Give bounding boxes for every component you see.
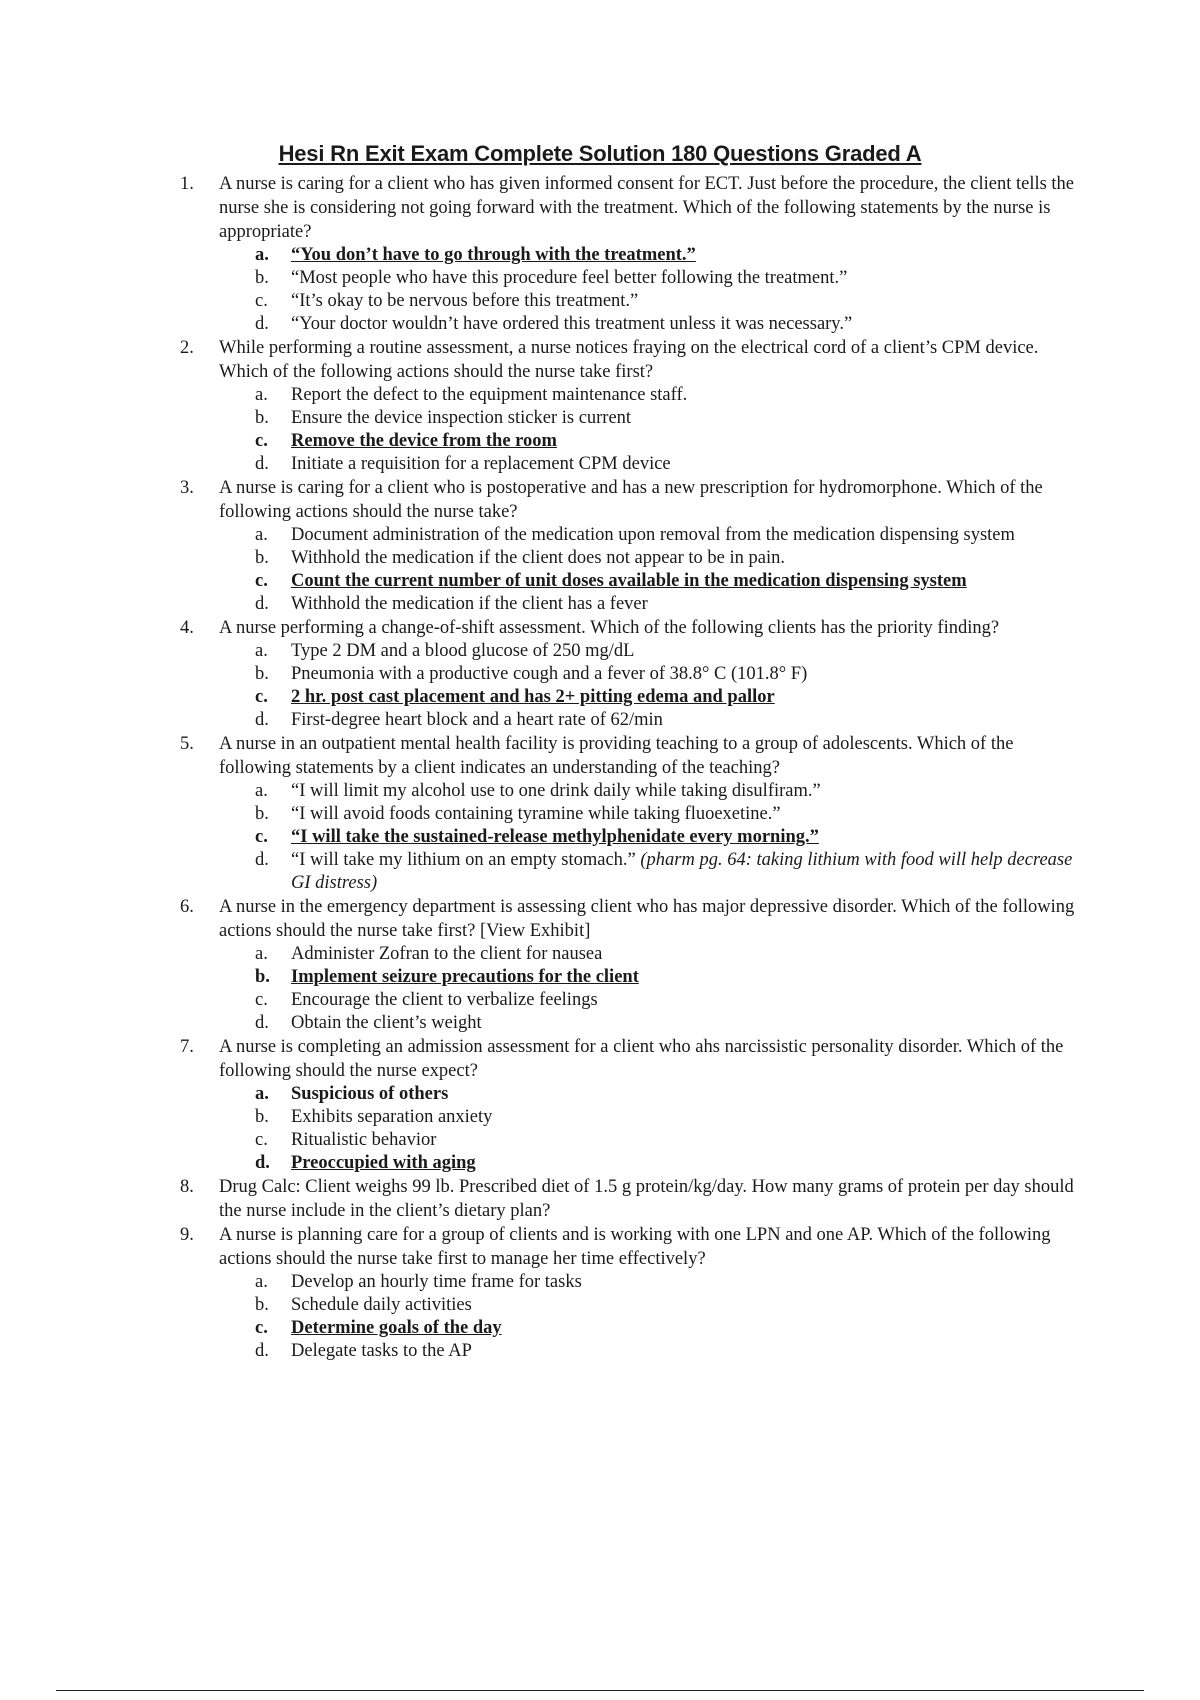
- option-list: [0, 1271, 1200, 1363]
- option-letter: c.: [255, 1130, 268, 1150]
- option-text: Initiate a requisition for a replacement CPM device: [291, 454, 671, 474]
- option-letter: a.: [255, 525, 268, 545]
- answer-option: [0, 1083, 1200, 1106]
- option-letter: d.: [255, 850, 269, 870]
- question-number: 6.: [180, 897, 194, 917]
- option-letter: c.: [255, 827, 268, 847]
- option-letter: d.: [255, 454, 269, 474]
- question-number: 7.: [180, 1037, 194, 1057]
- correct-answer-text: Remove the device from the room: [291, 431, 557, 451]
- option-letter: d.: [255, 594, 269, 614]
- answer-option: [0, 453, 1200, 476]
- question-list: [0, 172, 1200, 1363]
- option-text: Exhibits separation anxiety: [291, 1107, 493, 1127]
- option-text: “It’s okay to be nervous before this treatment.”: [291, 291, 639, 311]
- option-text: Schedule daily activities: [291, 1295, 472, 1315]
- option-text: “I will avoid foods containing tyramine while taking fluoexetine.”: [291, 804, 781, 824]
- option-letter: d.: [255, 1341, 269, 1361]
- question-text: A nurse in the emergency department is assessing client who has major depressive disorder. Which of the following actions should the nurse take first? [View Exhibit]: [219, 897, 1075, 941]
- option-letter: b.: [255, 268, 269, 288]
- question-number: 3.: [180, 478, 194, 498]
- answer-option: [0, 384, 1200, 407]
- option-letter: b.: [255, 664, 269, 684]
- question-number: 2.: [180, 338, 194, 358]
- correct-answer-text: Preoccupied with aging: [291, 1153, 476, 1173]
- question-item: [0, 476, 1200, 616]
- answer-option: [0, 1129, 1200, 1152]
- question-item: [0, 1035, 1200, 1175]
- answer-option: [0, 547, 1200, 570]
- option-text: Delegate tasks to the AP: [291, 1341, 472, 1361]
- answer-option: [0, 1012, 1200, 1035]
- option-letter: c.: [255, 431, 268, 451]
- answer-option: [0, 826, 1200, 849]
- option-note: (pharm pg. 64: taking lithium with food will help decrease GI distress): [291, 850, 1073, 893]
- correct-answer-text: Implement seizure precautions for the client: [291, 967, 639, 987]
- option-text: Suspicious of others: [291, 1084, 449, 1104]
- answer-option: [0, 780, 1200, 803]
- option-letter: b.: [255, 967, 270, 987]
- option-letter: d.: [255, 1153, 270, 1173]
- option-text: “I will limit my alcohol use to one drink daily while taking disulfiram.”: [291, 781, 821, 801]
- question-number: 8.: [180, 1177, 194, 1197]
- correct-answer-text: 2 hr. post cast placement and has 2+ pitting edema and pallor: [291, 687, 775, 707]
- option-text: Ensure the device inspection sticker is current: [291, 408, 632, 428]
- question-item: [0, 172, 1200, 336]
- question-text: A nurse is caring for a client who is postoperative and has a new prescription for hydromorphone. Which of the following actions should the nurse take?: [219, 478, 1043, 522]
- option-text: Obtain the client’s weight: [291, 1013, 482, 1033]
- answer-option: [0, 1271, 1200, 1294]
- answer-option: [0, 570, 1200, 593]
- option-letter: b.: [255, 408, 269, 428]
- answer-option: [0, 849, 1200, 895]
- correct-answer-text: Determine goals of the day: [291, 1318, 502, 1338]
- option-list: [0, 524, 1200, 616]
- option-letter: b.: [255, 804, 269, 824]
- option-letter: c.: [255, 990, 268, 1010]
- answer-option: [0, 313, 1200, 336]
- answer-option: [0, 244, 1200, 267]
- option-text: “Most people who have this procedure feel better following the treatment.”: [291, 268, 848, 288]
- question-item: [0, 336, 1200, 476]
- option-letter: d.: [255, 1013, 269, 1033]
- question-item: [0, 732, 1200, 895]
- option-letter: b.: [255, 548, 269, 568]
- question-item: [0, 895, 1200, 1035]
- answer-option: [0, 430, 1200, 453]
- option-list: [0, 1083, 1200, 1175]
- question-item: [0, 1223, 1200, 1363]
- question-text: A nurse is completing an admission assessment for a client who ahs narcissistic personality disorder. Which of the following should the nurse expect?: [219, 1037, 1064, 1081]
- question-text: Drug Calc: Client weighs 99 lb. Prescribed diet of 1.5 g protein/kg/day. How many grams of protein per day should the nurse include in the client’s dietary plan?: [219, 1177, 1074, 1221]
- option-text: Ritualistic behavior: [291, 1130, 437, 1150]
- question-text: While performing a routine assessment, a nurse notices fraying on the electrical cord of a client’s CPM device. Which of the following actions should the nurse take first?: [219, 338, 1039, 382]
- option-letter: a.: [255, 641, 268, 661]
- option-text: Pneumonia with a productive cough and a fever of 38.8° C (101.8° F): [291, 664, 808, 684]
- option-list: [0, 244, 1200, 336]
- option-letter: b.: [255, 1107, 269, 1127]
- option-letter: d.: [255, 710, 269, 730]
- question-number: 1.: [180, 174, 194, 194]
- question-number: 5.: [180, 734, 194, 754]
- answer-option: [0, 407, 1200, 430]
- question-number: 9.: [180, 1225, 194, 1245]
- option-list: [0, 780, 1200, 895]
- answer-option: [0, 686, 1200, 709]
- option-letter: a.: [255, 245, 269, 265]
- option-text: Withhold the medication if the client has a fever: [291, 594, 648, 614]
- option-letter: b.: [255, 1295, 269, 1315]
- option-text: “I will take my lithium on an empty stomach.”: [291, 850, 636, 870]
- option-letter: a.: [255, 1272, 268, 1292]
- answer-option: [0, 989, 1200, 1012]
- question-text: A nurse performing a change-of-shift assessment. Which of the following clients has the priority finding?: [219, 618, 1000, 638]
- option-letter: a.: [255, 781, 268, 801]
- correct-answer-text: “I will take the sustained-release methylphenidate every morning.”: [291, 827, 819, 847]
- option-list: [0, 943, 1200, 1035]
- option-list: [0, 384, 1200, 476]
- question-number: 4.: [180, 618, 194, 638]
- option-text: “Your doctor wouldn’t have ordered this treatment unless it was necessary.”: [291, 314, 853, 334]
- correct-answer-text: Count the current number of unit doses available in the medication dispensing system: [291, 571, 967, 591]
- question-text: A nurse in an outpatient mental health facility is providing teaching to a group of adolescents. Which of the following statements by a client indicates an understanding of the teaching?: [219, 734, 1014, 778]
- option-letter: c.: [255, 687, 268, 707]
- option-list: [0, 640, 1200, 732]
- answer-option: [0, 1294, 1200, 1317]
- option-text: Develop an hourly time frame for tasks: [291, 1272, 582, 1292]
- footer-rule: [56, 1690, 1144, 1691]
- option-text: Type 2 DM and a blood glucose of 250 mg/dL: [291, 641, 635, 661]
- answer-option: [0, 803, 1200, 826]
- answer-option: [0, 966, 1200, 989]
- answer-option: [0, 1106, 1200, 1129]
- option-letter: a.: [255, 385, 268, 405]
- correct-answer-text: “You don’t have to go through with the treatment.”: [291, 245, 696, 265]
- option-letter: a.: [255, 1084, 269, 1104]
- option-letter: c.: [255, 291, 268, 311]
- option-letter: c.: [255, 1318, 268, 1338]
- answer-option: [0, 1317, 1200, 1340]
- question-text: A nurse is planning care for a group of clients and is working with one LPN and one AP. Which of the following actions should the nurse take first to manage her time effectively?: [219, 1225, 1051, 1269]
- option-letter: a.: [255, 944, 268, 964]
- answer-option: [0, 943, 1200, 966]
- answer-option: [0, 709, 1200, 732]
- option-text: Report the defect to the equipment maintenance staff.: [291, 385, 688, 405]
- option-text: Administer Zofran to the client for nausea: [291, 944, 603, 964]
- answer-option: [0, 1152, 1200, 1175]
- answer-option: [0, 524, 1200, 547]
- option-text: Encourage the client to verbalize feelings: [291, 990, 598, 1010]
- page-title: Hesi Rn Exit Exam Complete Solution 180 Questions Graded A: [278, 141, 922, 166]
- question-item: [0, 1175, 1200, 1223]
- answer-option: [0, 663, 1200, 686]
- option-letter: c.: [255, 571, 268, 591]
- answer-option: [0, 290, 1200, 313]
- question-text: A nurse is caring for a client who has given informed consent for ECT. Just before the procedure, the client tells the nurse she is considering not going forward with the treatment. Which of the following statements by the nurse is appropriate?: [219, 174, 1075, 242]
- question-item: [0, 616, 1200, 732]
- option-text: Document administration of the medication upon removal from the medication dispensing system: [291, 525, 1015, 545]
- answer-option: [0, 640, 1200, 663]
- answer-option: [0, 593, 1200, 616]
- option-letter: d.: [255, 314, 269, 334]
- answer-option: [0, 267, 1200, 290]
- option-text: First-degree heart block and a heart rate of 62/min: [291, 710, 663, 730]
- option-text: Withhold the medication if the client does not appear to be in pain.: [291, 548, 785, 568]
- answer-option: [0, 1340, 1200, 1363]
